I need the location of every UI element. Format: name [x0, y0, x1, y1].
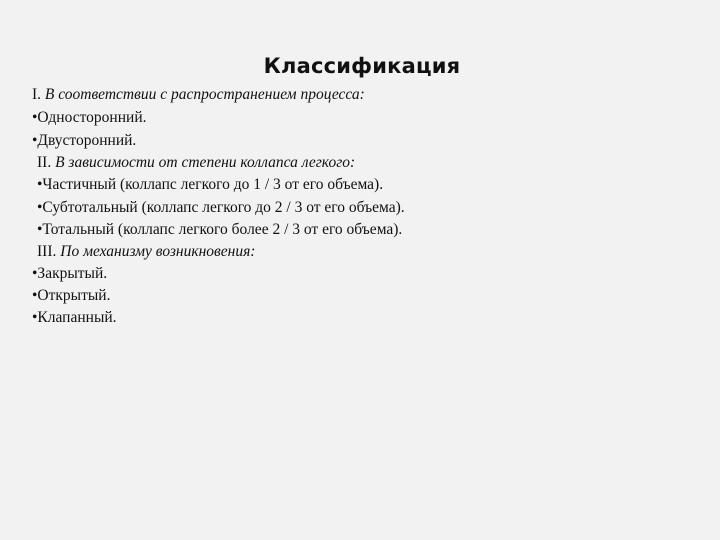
- section-number-2: II.: [37, 154, 52, 171]
- list-item: •Тотальный (коллапс легкого более 2 / 3 от его объема).: [37, 221, 403, 238]
- list-item: •Клапанный.: [32, 309, 117, 326]
- list-item: •Односторонний.: [32, 109, 147, 126]
- slide-title: Классификация: [263, 54, 461, 78]
- section-number-3: III.: [37, 243, 57, 260]
- list-item: •Субтотальный (коллапс легкого до 2 / 3 от его объема).: [37, 199, 405, 216]
- list-item: •Закрытый.: [32, 265, 108, 282]
- section-heading-text-3: По механизму возникновения:: [60, 243, 256, 260]
- list-item: •Открытый.: [32, 287, 111, 304]
- list-item: •Частичный (коллапс легкого до 1 / 3 от его объема).: [37, 176, 384, 193]
- list-item: •Двусторонний.: [32, 132, 137, 149]
- section-heading-text-2: В зависимости от степени коллапса легкого:: [55, 154, 356, 171]
- section-heading-1: [32, 86, 365, 104]
- section-number-1: I.: [32, 86, 42, 103]
- section-heading-text-1: В соответствии с распространением процесса:: [44, 86, 365, 103]
- section-heading-3: [37, 243, 255, 261]
- section-heading-2: [37, 154, 355, 172]
